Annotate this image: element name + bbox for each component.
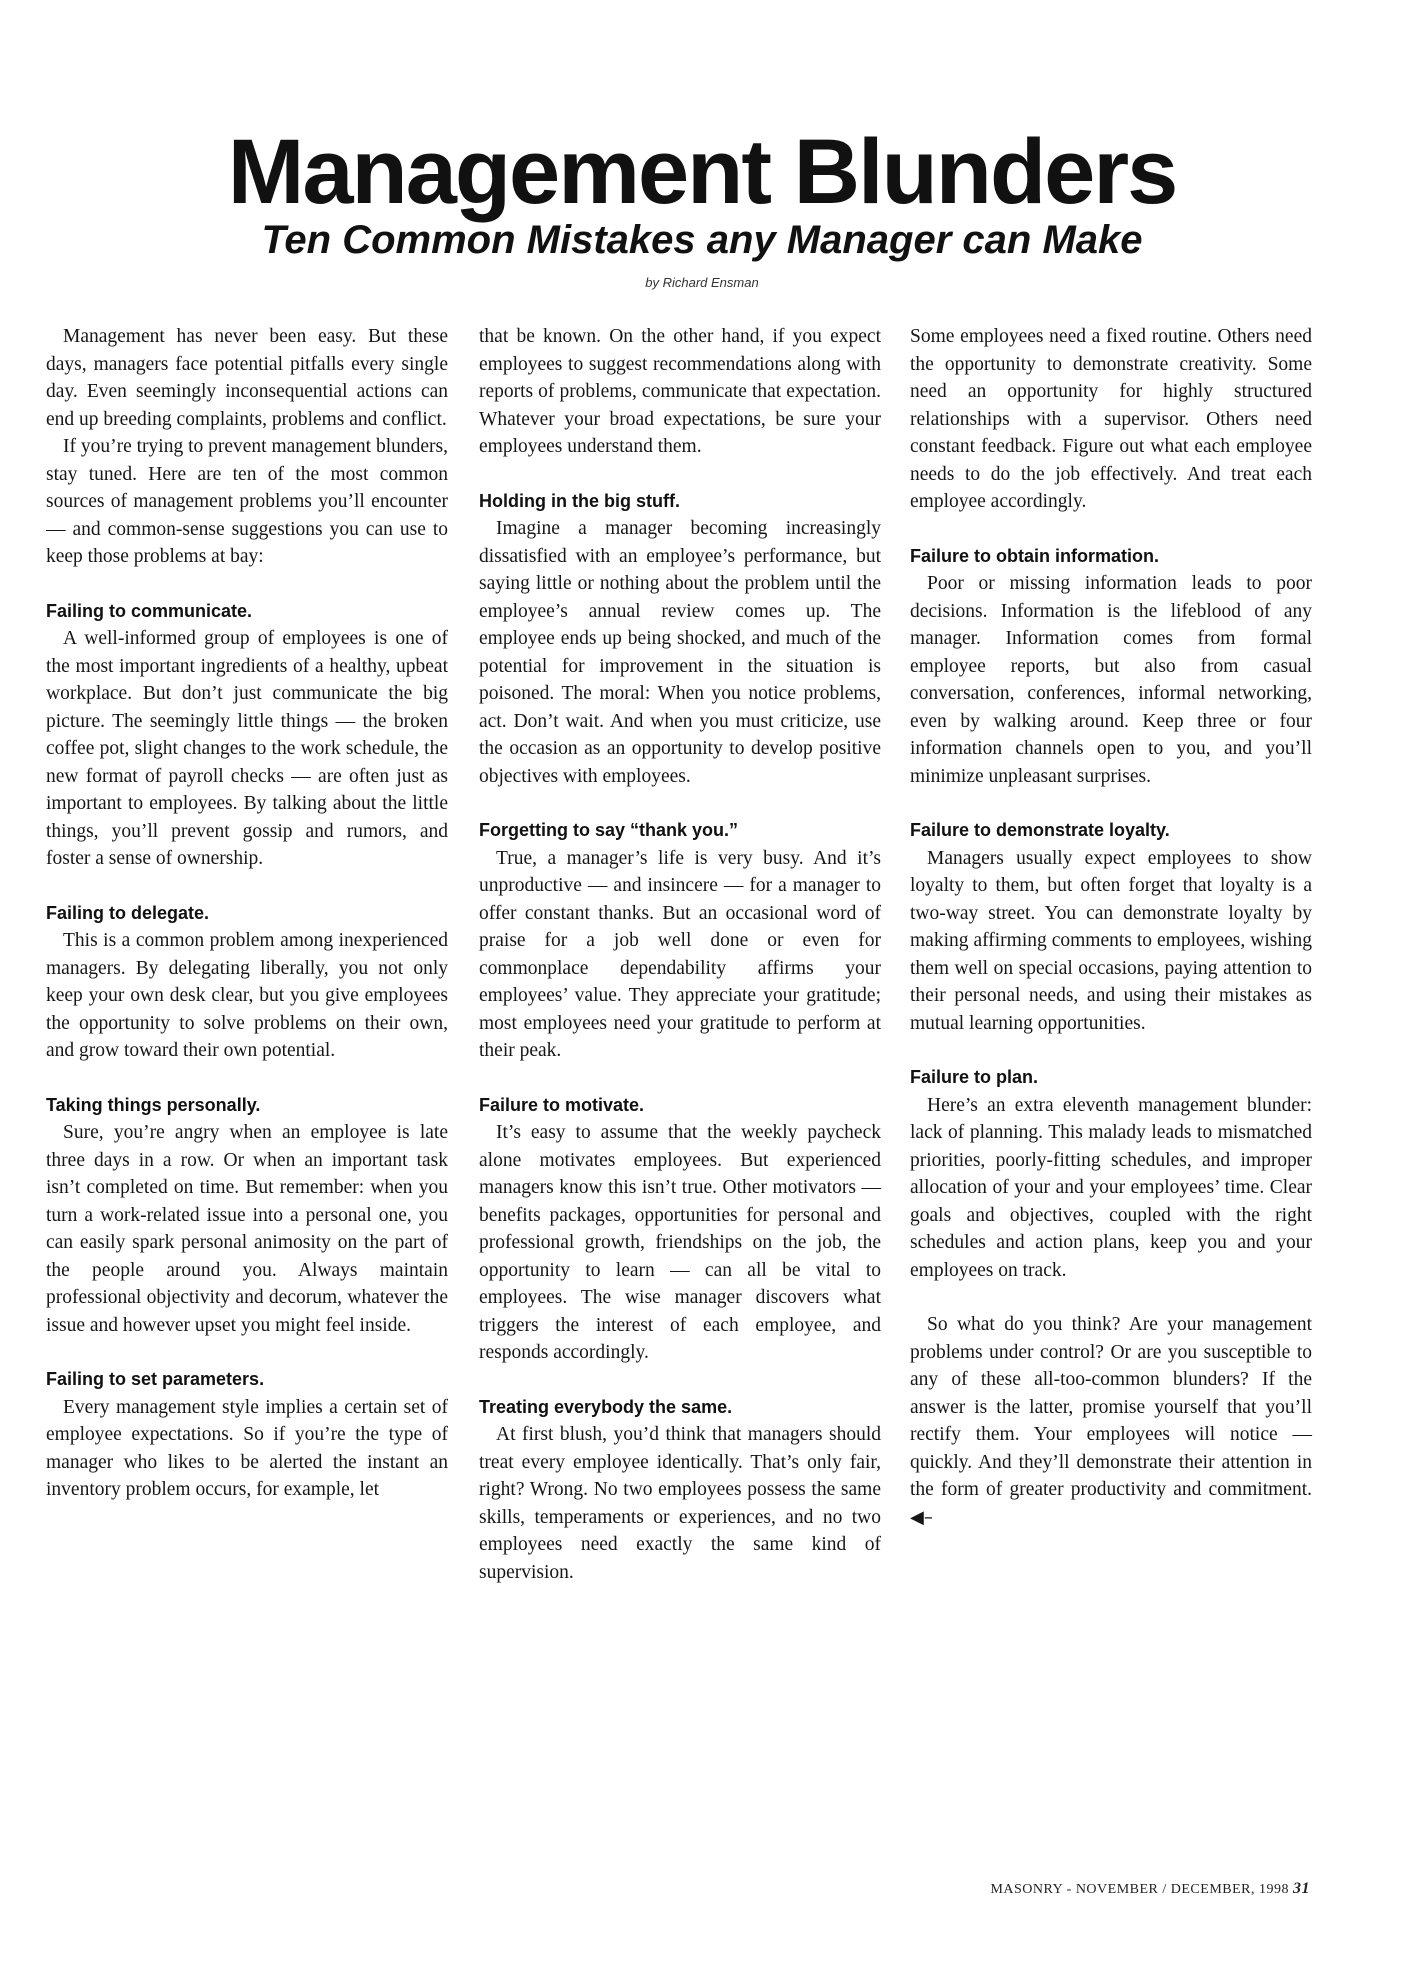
section-continuation-parameters: that be known. On the other hand, if you expect employees to suggest recommendations along with reports of problems, communicate that expectation. Whatever your broad expectations, be sure your employees understand them. (479, 326, 881, 457)
section-heading-thank-you: Forgetting to say “thank you.” (479, 820, 739, 840)
article-title: Management Blunders (227, 121, 1177, 223)
section-heading-plan: Failure to plan. (910, 1067, 1039, 1087)
closing-text: So what do you think? Are your management problems under control? Or are you susceptible to any of these all-too-common blunders? If the answer is the latter, promise yourself that you’ll rectify them. Your employees will notice — quickly. And they’ll demonstrate their attention in the form of greater productivity and commitment. (910, 1314, 1312, 1500)
section-heading-delegate: Failing to delegate. (46, 902, 210, 923)
section-heading-big-stuff: Holding in the big stuff. (479, 490, 680, 511)
section-body-personally: Sure, you’re angry when an employee is late three days in a row. Or when an important task isn’t completed on time. But remember: when you turn a work-related issue into a personal one, you can easily spark personal animosity on the part of the people around you. Always maintain professional objectivity and decorum, whatever the issue and however upset you might feel inside. (46, 1122, 448, 1336)
section-body-loyalty: Managers usually expect employees to show loyalty to them, but often forget that loyalty is a two-way street. You can demonstrate loyalty by making affirming comments to employees, wishing them well on special occasions, paying attention to their personal needs, and using their mistakes as mutual learning opportunities. (910, 847, 1312, 1034)
column-2 (479, 323, 881, 1586)
intro-paragraph-2: If you’re trying to prevent management blunders, stay tuned. Here are ten of the most common sources of management problems you’ll encounter — and common-sense suggestions you can use to keep those problems at bay: (46, 436, 449, 567)
section-body-communicate: A well-informed group of employees is one of the most important ingredients of a healthy, upbeat workplace. But don’t just communicate the big picture. The seemingly little things — the broken coffee pot, slight changes to the work schedule, the new format of payroll checks — are often just as important to employees. By talking about the little things, you’ll prevent gossip and rumors, and foster a sense of ownership. (46, 628, 448, 869)
section-continuation-same: Some employees need a fixed routine. Others need the opportunity to demonstrate creativity. Some need an opportunity for highly structured relationships with a supervisor. Others need constant feedback. Figure out what each employee needs to do the job effectively. And treat each employee accordingly. (910, 326, 1312, 512)
section-heading-parameters: Failing to set parameters. (46, 1369, 265, 1389)
section-heading-personally: Taking things personally. (46, 1094, 261, 1115)
footer-publication: MASONRY - NOVEMBER / DECEMBER, 1998 (990, 1882, 1289, 1897)
section-body-big-stuff: Imagine a manager becoming increasingly dissatisfied with an employee’s performance, but saying little or nothing about the problem until the employee’s annual review comes up. The employee ends up being shocked, and much of the potential for improvement in the situation is poisoned. The moral: When you notice problems, act. Don’t wait. And when you must criticize, use the occasion as an opportunity to develop positive objectives with employees. (479, 518, 881, 787)
column-1 (46, 323, 448, 1504)
section-body-same: At first blush, you’d think that managers should treat every employee identically. That’s only fair, right? Wrong. No two employees possess the same skills, temperaments or experiences, and no two employees need exactly the same kind of supervision. (479, 1424, 881, 1583)
page-footer (870, 1880, 1310, 1898)
section-heading-information: Failure to obtain information. (910, 545, 1159, 566)
section-body-thank-you: True, a manager’s life is very busy. And it’s unproductive — and insincere — for a manager to offer constant thanks. But an occasional word of praise for a job well done or even for commonplace dependability affirms your employees’ value. They appreciate your gratitude; most employees need your gratitude to perform at their peak. (479, 847, 881, 1061)
end-arrow-icon: ◀– (910, 1506, 933, 1528)
closing-paragraph (910, 1311, 1312, 1531)
article-byline: by Richard Ensman (645, 275, 759, 290)
article-subtitle: Ten Common Mistakes any Manager can Make (261, 218, 1143, 262)
section-body-plan: Here’s an extra eleventh management blunder: lack of planning. This malady leads to mismatched priorities, poorly-fitting schedules, and improper allocation of your and your employees’ time. Clear goals and objectives, coupled with the right schedules and action plans, keep you and your employees on track. (910, 1094, 1312, 1281)
section-body-delegate: This is a common problem among inexperienced managers. By delegating liberally, you not only keep your own desk clear, but you give employees the opportunity to solve problems on their own, and grow toward their own potential. (46, 930, 448, 1061)
section-body-parameters: Every management style implies a certain set of employee expectations. So if you’re the type of manager who likes to be alerted the instant an inventory problem occurs, for example, let (46, 1396, 448, 1500)
section-body-information: Poor or missing information leads to poor decisions. Information is the lifeblood of any manager. Information comes from formal employee reports, but also from casual conversation, conferences, informal networking, even by walking around. Keep three or four information channels open to you, and you’ll minimize unpleasant surprises. (910, 573, 1312, 787)
footer-page-number: 31 (1293, 1880, 1310, 1897)
section-heading-same: Treating everybody the same. (479, 1396, 733, 1417)
section-body-motivate: It’s easy to assume that the weekly paycheck alone motivates employees. But experienced managers know this isn’t true. Other motivators — benefits packages, opportunities for personal and professional growth, friendships on the job, the opportunity to learn — can all be vital to employees. The wise manager discovers what triggers the interest of each employee, and responds accordingly. (479, 1122, 881, 1363)
section-heading-loyalty: Failure to demonstrate loyalty. (910, 820, 1170, 840)
column-3 (910, 323, 1312, 1531)
section-heading-communicate: Failing to communicate. (46, 600, 253, 621)
section-heading-motivate: Failure to motivate. (479, 1094, 645, 1115)
intro-paragraph-1: Management has never been easy. But these days, managers face potential pitfalls every single day. Even seemingly inconsequential actions can end up breeding complaints, problems and conflict. (46, 326, 448, 430)
